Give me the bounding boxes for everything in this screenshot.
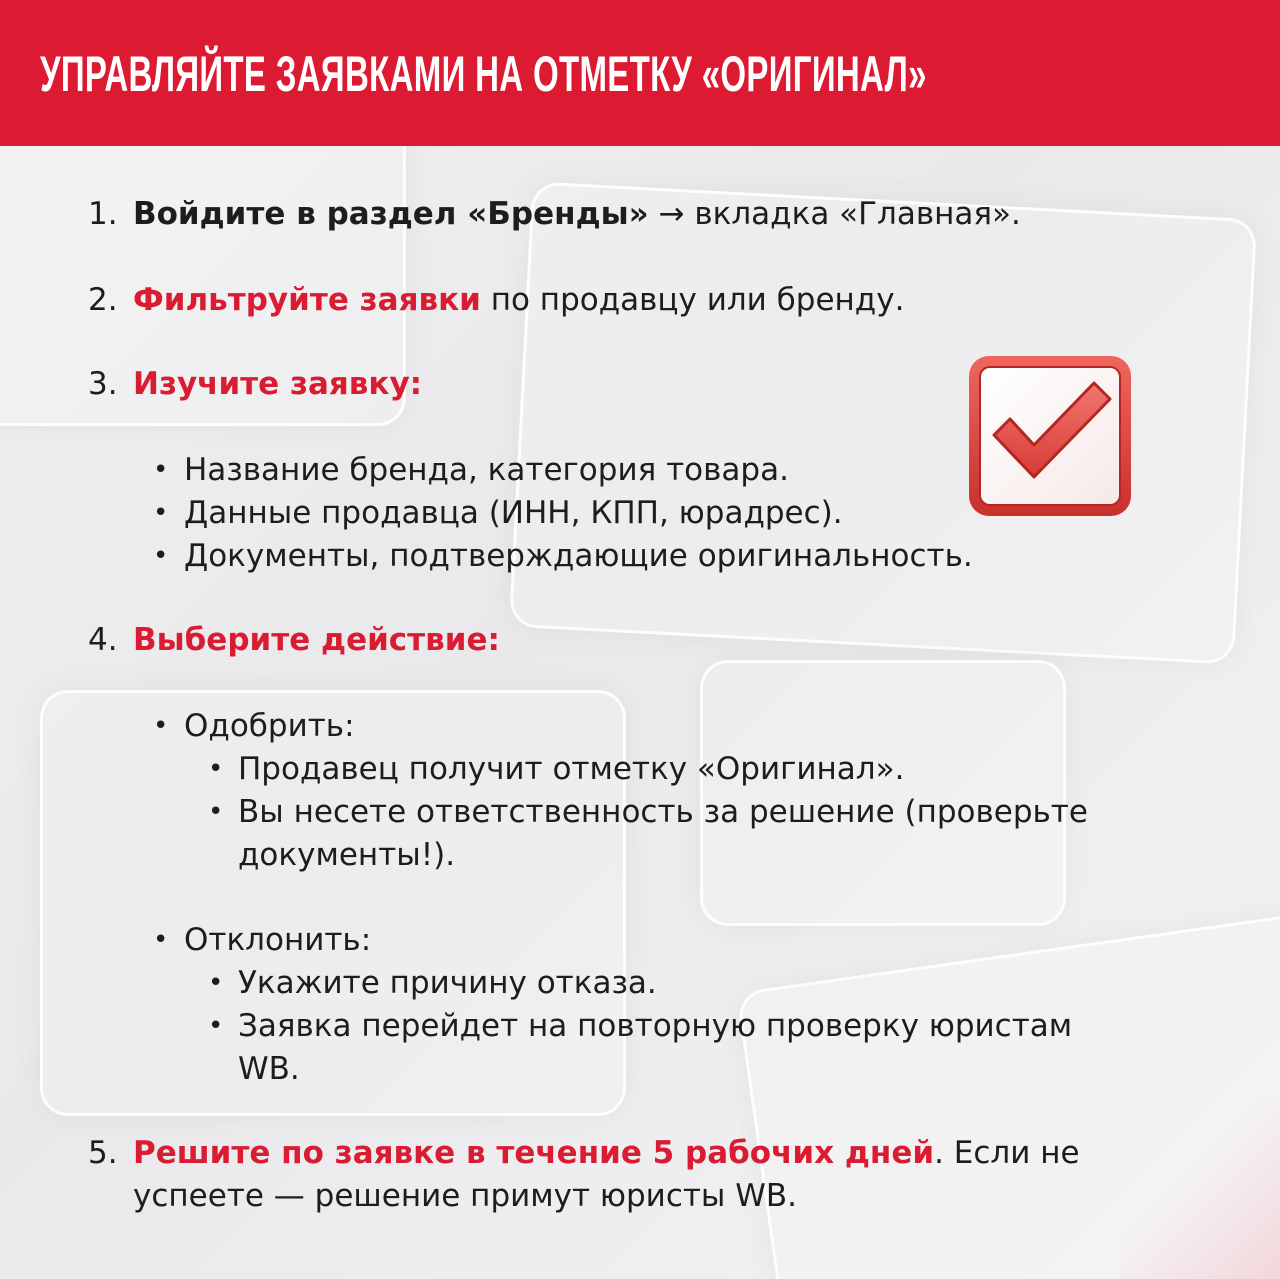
bullet-icon: •	[208, 1011, 224, 1041]
option-approve-label: Одобрить:	[184, 708, 355, 744]
list-item-continuation: документы!).	[238, 837, 456, 873]
bullet-icon: •	[208, 797, 224, 827]
list-item: Укажите причину отказа.	[238, 965, 657, 1001]
option-reject-label: Отклонить:	[184, 922, 372, 958]
background-corner-tint	[1120, 1099, 1280, 1279]
step-highlight: Решите по заявке в течение 5 рабочих дней	[133, 1135, 935, 1171]
step-lead-text: Войдите в раздел «Бренды»	[133, 196, 649, 232]
bullet-icon: •	[153, 455, 169, 485]
list-item-continuation: WB.	[238, 1051, 300, 1087]
step-4	[88, 620, 500, 660]
step-text: . Если не	[934, 1135, 1080, 1171]
step-text: по продавцу или бренду.	[480, 282, 905, 318]
step-number: 2.	[88, 282, 118, 318]
step-number: 1.	[88, 196, 118, 232]
list-item: Данные продавца (ИНН, КПП, юрадрес).	[184, 495, 843, 531]
list-item: Заявка перейдет на повторную проверку юристам	[238, 1008, 1073, 1044]
step-2	[88, 280, 904, 320]
step-number: 5.	[88, 1135, 118, 1171]
arrow-icon: →	[648, 196, 695, 232]
step-number: 4.	[88, 622, 118, 658]
step-3	[88, 364, 422, 404]
step-highlight: Выберите действие:	[133, 622, 500, 658]
page-title: УПРАВЛЯЙТЕ ЗАЯВКАМИ НА ОТМЕТКУ «ОРИГИНАЛ»	[40, 46, 927, 102]
step-number: 3.	[88, 366, 118, 402]
background-monitor-shape	[509, 181, 1257, 664]
bullet-icon: •	[153, 541, 169, 571]
list-item: Название бренда, категория товара.	[184, 452, 789, 488]
bullet-icon: •	[153, 925, 169, 955]
step-text: вкладка «Главная».	[694, 196, 1021, 232]
list-item: Продавец получит отметку «Оригинал».	[238, 751, 905, 787]
step-highlight: Фильтруйте заявки	[133, 282, 481, 318]
step-1	[88, 194, 1021, 234]
step-5-continuation: успеете — решение примут юристы WB.	[133, 1178, 798, 1214]
bullet-icon: •	[208, 754, 224, 784]
checkbox-checked-icon	[966, 353, 1134, 519]
bullet-icon: •	[208, 968, 224, 998]
header-banner	[0, 0, 1280, 146]
list-item: Вы несете ответственность за решение (проверьте	[238, 794, 1088, 830]
step-highlight: Изучите заявку:	[133, 366, 423, 402]
list-item: Документы, подтверждающие оригинальность.	[184, 538, 973, 574]
step-5	[88, 1133, 1080, 1173]
bullet-icon: •	[153, 498, 169, 528]
bullet-icon: •	[153, 711, 169, 741]
